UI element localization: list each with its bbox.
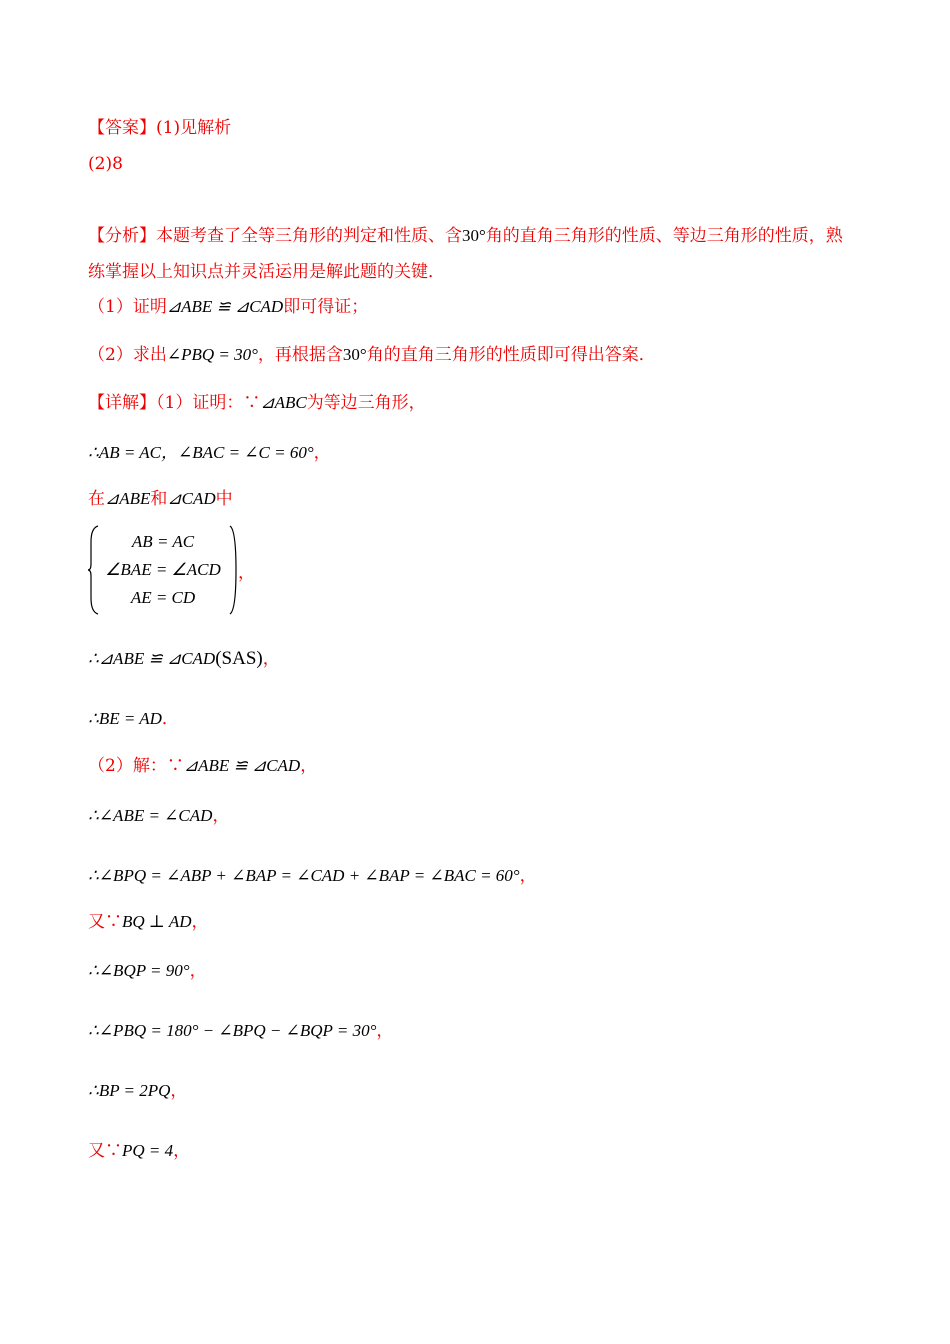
detail-l3-a: 在 <box>88 489 105 509</box>
detail-l14-math: PQ = 4 <box>122 1141 174 1160</box>
analysis-step1 <box>88 296 368 318</box>
detail-line9 <box>88 865 537 887</box>
detail-l2-math: ∴AB = AC，∠BAC = ∠C = 60° <box>88 443 314 462</box>
system-row-3: AE = CD <box>130 588 196 607</box>
detail-l3-m2: ⊿CAD <box>167 489 216 508</box>
detail-l7-prefix: （2）解：∵ <box>88 756 184 776</box>
answer-part1: (1)见解析 <box>156 118 232 138</box>
detail-line10 <box>88 911 209 933</box>
system-row-2: ∠BAE = ∠ACD <box>105 560 221 579</box>
analysis-text-b: 角的直角三角形的性质、等边三角形的性质，熟练掌握以上知识点并灵活运用是解此题的关键． <box>88 226 843 282</box>
detail-line2 <box>88 442 331 464</box>
detail-l12-suffix: ， <box>376 1021 394 1041</box>
analysis-step2 <box>88 344 656 366</box>
detail-l5-math: ∴⊿ABE ≌ ⊿CAD <box>88 649 216 668</box>
detail-l8-suffix: ， <box>212 806 230 826</box>
detail-line1 <box>88 392 426 414</box>
detail-label: 【详解】 <box>88 393 156 413</box>
step2-math: ∠PBQ = 30° <box>166 345 258 364</box>
detail-l10-suffix: ， <box>191 912 209 932</box>
detail-l10-math: BQ ⊥ AD <box>122 912 192 931</box>
step1-prefix: （1）证明 <box>88 297 167 317</box>
detail-line8 <box>88 805 229 827</box>
detail-l1-math: ⊿ABC <box>260 393 307 412</box>
detail-l3-b: 和 <box>150 489 168 509</box>
detail-l3-m1: ⊿ABE <box>105 489 151 508</box>
detail-line3 <box>88 488 233 510</box>
detail-l10-prefix: 又∵ <box>88 912 122 932</box>
detail-l7-math: ⊿ABE ≌ ⊿CAD <box>183 756 301 775</box>
step2-deg: 30° <box>342 345 367 364</box>
detail-l1-prefix: （1）证明：∵ <box>156 393 261 413</box>
analysis-deg30: 30° <box>462 226 486 245</box>
detail-l8-math: ∴∠ABE = ∠CAD <box>88 806 213 825</box>
answer-label: 【答案】 <box>88 118 156 138</box>
detail-line5 <box>88 648 280 670</box>
detail-l14-prefix: 又∵ <box>88 1141 122 1161</box>
step2-suffix: 角的直角三角形的性质即可得出答案． <box>366 345 656 365</box>
step2-mid: ，再根据含 <box>257 345 343 365</box>
detail-l9-suffix: ， <box>519 866 537 886</box>
answer-part2: (2)8 <box>88 154 123 174</box>
detail-l1-suffix: 为等边三角形， <box>306 393 426 413</box>
detail-l6-math: ∴BE = AD <box>88 709 162 728</box>
detail-l9-math: ∴∠BPQ = ∠ABP + ∠BAP = ∠CAD + ∠BAP = ∠BAC = 60° <box>88 866 520 885</box>
analysis-text-a: 本题考查了全等三角形的判定和性质、含 <box>156 226 462 246</box>
detail-l11-suffix: ， <box>189 961 207 981</box>
detail-l13-math: ∴BP = 2PQ <box>88 1081 171 1100</box>
analysis-paragraph <box>88 218 858 290</box>
detail-line6 <box>88 708 179 730</box>
detail-l13-suffix: ， <box>170 1081 188 1101</box>
detail-line12 <box>88 1020 393 1042</box>
detail-line14 <box>88 1140 190 1162</box>
system-suffix: ， <box>238 563 255 583</box>
detail-l7-suffix: ， <box>300 756 318 776</box>
detail-l2-suffix: ， <box>313 443 331 463</box>
detail-line7 <box>88 755 317 777</box>
equation-system <box>88 524 238 616</box>
answer-line <box>88 117 231 139</box>
step1-math: ⊿ABE ≌ ⊿CAD <box>166 297 284 316</box>
step2-prefix: （2）求出 <box>88 345 167 365</box>
detail-line13 <box>88 1080 187 1102</box>
detail-l5-sas: (SAS) <box>215 648 263 669</box>
system-rows <box>88 524 238 612</box>
step1-suffix: 即可得证； <box>283 297 369 317</box>
detail-l6-suffix: ． <box>161 709 179 729</box>
detail-l14-suffix: ， <box>173 1141 191 1161</box>
detail-l3-c: 中 <box>215 489 233 509</box>
detail-l5-suffix: ， <box>262 649 280 669</box>
detail-line11 <box>88 960 207 982</box>
detail-l12-math: ∴∠PBQ = 180° − ∠BPQ − ∠BQP = 30° <box>88 1021 377 1040</box>
system-row-1: AB = AC <box>131 532 195 551</box>
detail-l11-math: ∴∠BQP = 90° <box>88 961 190 980</box>
analysis-label: 【分析】 <box>88 226 156 246</box>
